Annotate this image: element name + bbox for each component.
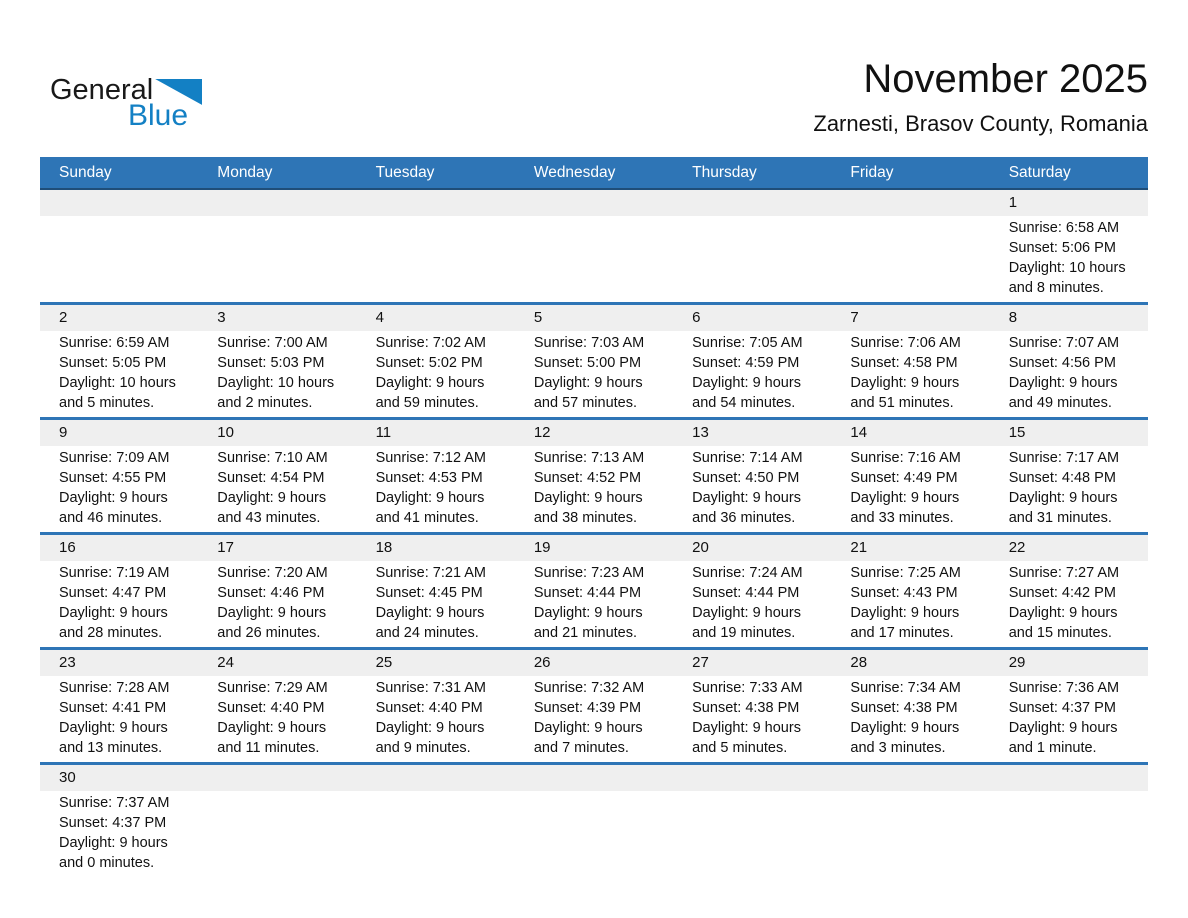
daylight-text: Daylight: 9 hours and 49 minutes. [1008, 375, 1118, 411]
sunrise-text: Sunrise: 7:20 AM [217, 565, 328, 581]
day-number: 23 [59, 654, 76, 671]
sunrise-text: Sunrise: 7:03 AM [533, 335, 645, 351]
daylight-text: Daylight: 9 hours and 36 minutes. [692, 490, 801, 526]
day-number-band [40, 305, 1148, 331]
empty-day-number [673, 190, 831, 216]
sunrise-text: Sunrise: 7:37 AM [59, 795, 170, 811]
sunset-text: Sunset: 5:03 PM [217, 355, 325, 371]
day-number: 7 [850, 309, 859, 326]
empty-day-cell [673, 791, 831, 877]
sunrise-text: Sunrise: 6:59 AM [59, 335, 170, 351]
day-number: 29 [1008, 654, 1026, 671]
daylight-text: Daylight: 9 hours and 31 minutes. [1008, 490, 1118, 526]
sunrise-text: Sunrise: 7:24 AM [692, 565, 803, 581]
weekday-header-friday: Friday [850, 163, 894, 181]
weekday-header-wednesday: Wednesday [533, 163, 616, 181]
day-number-band [40, 650, 1148, 676]
week-row [40, 420, 1148, 535]
empty-day-number [198, 765, 356, 791]
day-content-band [40, 331, 1148, 417]
empty-day-number [673, 765, 831, 791]
sunset-text: Sunset: 4:47 PM [59, 585, 167, 601]
daylight-text: Daylight: 10 hours and 8 minutes. [1008, 260, 1126, 296]
daylight-text: Daylight: 9 hours and 24 minutes. [375, 605, 485, 641]
sunrise-text: Sunrise: 7:27 AM [1008, 565, 1120, 581]
daylight-text: Daylight: 9 hours and 19 minutes. [692, 605, 801, 641]
empty-day-number [831, 765, 989, 791]
empty-day-cell [198, 791, 356, 877]
empty-day-number [357, 765, 515, 791]
sunrise-text: Sunrise: 7:32 AM [533, 680, 645, 696]
daylight-text: Daylight: 9 hours and 54 minutes. [692, 375, 801, 411]
sunrise-text: Sunrise: 7:05 AM [692, 335, 803, 351]
daylight-text: Daylight: 9 hours and 11 minutes. [217, 720, 327, 756]
day-number: 6 [692, 309, 701, 326]
sunrise-text: Sunrise: 7:34 AM [850, 680, 961, 696]
day-cell [990, 446, 1148, 532]
day-cell [515, 446, 673, 532]
weekday-header-tuesday: Tuesday [375, 163, 435, 181]
sunset-text: Sunset: 4:59 PM [692, 355, 800, 371]
sunrise-text: Sunrise: 7:02 AM [375, 335, 486, 351]
day-number: 10 [217, 424, 234, 441]
sunset-text: Sunset: 4:39 PM [533, 700, 642, 716]
week-row [40, 535, 1148, 650]
empty-day-cell [357, 216, 515, 302]
weekday-header-row [40, 157, 1148, 190]
week-row [40, 190, 1148, 305]
day-number: 19 [533, 539, 551, 556]
weekday-header-monday: Monday [217, 163, 273, 181]
day-cell [357, 561, 515, 647]
logo-text-general: General [50, 74, 154, 106]
day-number: 1 [1008, 194, 1018, 211]
daylight-text: Daylight: 10 hours and 5 minutes. [59, 375, 176, 411]
empty-day-cell [357, 791, 515, 877]
day-cell [831, 676, 989, 762]
sunset-text: Sunset: 4:40 PM [217, 700, 325, 716]
day-cell [515, 331, 673, 417]
day-cell [40, 331, 198, 417]
day-number: 12 [533, 424, 551, 441]
day-number: 5 [533, 309, 543, 326]
empty-day-cell [990, 791, 1148, 877]
calendar-table [40, 157, 1148, 877]
day-number: 28 [850, 654, 868, 671]
daylight-text: Daylight: 9 hours and 28 minutes. [59, 605, 168, 641]
day-cell [357, 676, 515, 762]
sunset-text: Sunset: 4:53 PM [375, 470, 483, 486]
daylight-text: Daylight: 9 hours and 15 minutes. [1008, 605, 1118, 641]
empty-day-cell [40, 216, 198, 302]
day-number-band [40, 765, 1148, 791]
day-number: 25 [375, 654, 393, 671]
empty-day-number [990, 765, 1148, 791]
day-number-band [40, 535, 1148, 561]
weekday-header-saturday: Saturday [1008, 163, 1071, 181]
sunrise-text: Sunrise: 6:58 AM [1008, 220, 1120, 236]
day-content-band [40, 561, 1148, 647]
empty-day-number [515, 765, 673, 791]
sunrise-text: Sunrise: 7:33 AM [692, 680, 803, 696]
day-number: 30 [59, 769, 76, 786]
sunrise-text: Sunrise: 7:06 AM [850, 335, 961, 351]
sunrise-text: Sunrise: 7:13 AM [533, 450, 645, 466]
day-cell [831, 331, 989, 417]
sunset-text: Sunset: 4:54 PM [217, 470, 325, 486]
sunset-text: Sunset: 4:49 PM [850, 470, 958, 486]
weekday-header-thursday: Thursday [692, 163, 757, 181]
day-number: 13 [692, 424, 709, 441]
sunset-text: Sunset: 4:58 PM [850, 355, 958, 371]
sunrise-text: Sunrise: 7:09 AM [59, 450, 170, 466]
day-number: 22 [1008, 539, 1026, 556]
day-cell [831, 561, 989, 647]
sunset-text: Sunset: 4:48 PM [1008, 470, 1116, 486]
empty-day-number [357, 190, 515, 216]
sunset-text: Sunset: 4:50 PM [692, 470, 800, 486]
daylight-text: Daylight: 9 hours and 17 minutes. [850, 605, 960, 641]
sunset-text: Sunset: 4:37 PM [1008, 700, 1116, 716]
daylight-text: Daylight: 9 hours and 21 minutes. [533, 605, 643, 641]
daylight-text: Daylight: 10 hours and 2 minutes. [217, 375, 335, 411]
day-number: 8 [1008, 309, 1018, 326]
day-number: 17 [217, 539, 234, 556]
page-subtitle: Zarnesti, Brasov County, Romania [813, 111, 1148, 136]
empty-day-cell [515, 791, 673, 877]
general-blue-logo [50, 76, 202, 131]
day-content-band [40, 216, 1148, 302]
sunrise-text: Sunrise: 7:36 AM [1008, 680, 1120, 696]
day-cell [198, 676, 356, 762]
sunrise-text: Sunrise: 7:14 AM [692, 450, 803, 466]
day-cell [357, 331, 515, 417]
day-cell [357, 446, 515, 532]
daylight-text: Daylight: 9 hours and 38 minutes. [533, 490, 643, 526]
empty-day-cell [198, 216, 356, 302]
daylight-text: Daylight: 9 hours and 57 minutes. [533, 375, 643, 411]
day-number: 2 [59, 309, 68, 326]
sunset-text: Sunset: 4:38 PM [850, 700, 958, 716]
daylight-text: Daylight: 9 hours and 1 minute. [1008, 720, 1118, 756]
day-number: 9 [59, 424, 68, 441]
day-cell [673, 446, 831, 532]
sunset-text: Sunset: 4:40 PM [375, 700, 483, 716]
sunrise-text: Sunrise: 7:12 AM [375, 450, 486, 466]
day-cell [990, 331, 1148, 417]
page-header [40, 40, 1148, 157]
sunrise-text: Sunrise: 7:17 AM [1008, 450, 1120, 466]
weekday-header-sunday: Sunday [59, 163, 112, 181]
sunset-text: Sunset: 5:02 PM [375, 355, 483, 371]
daylight-text: Daylight: 9 hours and 5 minutes. [692, 720, 801, 756]
sunset-text: Sunset: 4:42 PM [1008, 585, 1116, 601]
sunrise-text: Sunrise: 7:10 AM [217, 450, 328, 466]
day-number-band [40, 190, 1148, 216]
sunset-text: Sunset: 4:55 PM [59, 470, 167, 486]
day-number: 20 [692, 539, 709, 556]
day-number: 11 [375, 424, 392, 441]
day-cell [990, 561, 1148, 647]
day-number: 27 [692, 654, 709, 671]
sunrise-text: Sunrise: 7:16 AM [850, 450, 961, 466]
day-number: 26 [533, 654, 551, 671]
sunset-text: Sunset: 5:05 PM [59, 355, 167, 371]
day-cell [673, 331, 831, 417]
sunset-text: Sunset: 4:52 PM [533, 470, 642, 486]
day-number: 4 [375, 309, 384, 326]
empty-day-cell [673, 216, 831, 302]
calendar-grid [40, 190, 1148, 877]
sunset-text: Sunset: 4:56 PM [1008, 355, 1116, 371]
sunset-text: Sunset: 4:43 PM [850, 585, 958, 601]
sunset-text: Sunset: 4:44 PM [692, 585, 800, 601]
empty-day-number [40, 190, 198, 216]
day-cell [40, 791, 198, 877]
sunrise-text: Sunrise: 7:07 AM [1008, 335, 1120, 351]
day-number-band [40, 420, 1148, 446]
daylight-text: Daylight: 9 hours and 41 minutes. [375, 490, 485, 526]
week-row [40, 765, 1148, 877]
day-cell [990, 676, 1148, 762]
daylight-text: Daylight: 9 hours and 46 minutes. [59, 490, 168, 526]
day-number: 14 [850, 424, 868, 441]
empty-day-cell [515, 216, 673, 302]
sunrise-text: Sunrise: 7:19 AM [59, 565, 170, 581]
day-number: 16 [59, 539, 76, 556]
daylight-text: Daylight: 9 hours and 51 minutes. [850, 375, 960, 411]
day-cell [198, 446, 356, 532]
daylight-text: Daylight: 9 hours and 43 minutes. [217, 490, 327, 526]
week-row [40, 650, 1148, 765]
sunset-text: Sunset: 4:38 PM [692, 700, 800, 716]
day-cell [515, 676, 673, 762]
day-content-band [40, 446, 1148, 532]
sunset-text: Sunset: 5:00 PM [533, 355, 642, 371]
sunset-text: Sunset: 5:06 PM [1008, 240, 1116, 256]
day-cell [40, 676, 198, 762]
empty-day-number [515, 190, 673, 216]
day-cell [40, 561, 198, 647]
day-number: 21 [850, 539, 868, 556]
sunrise-text: Sunrise: 7:21 AM [375, 565, 486, 581]
day-number: 3 [217, 309, 226, 326]
sunrise-text: Sunrise: 7:31 AM [375, 680, 486, 696]
empty-day-number [831, 190, 989, 216]
day-cell [515, 561, 673, 647]
daylight-text: Daylight: 9 hours and 59 minutes. [375, 375, 485, 411]
day-cell [831, 446, 989, 532]
sunset-text: Sunset: 4:41 PM [59, 700, 167, 716]
daylight-text: Daylight: 9 hours and 9 minutes. [375, 720, 485, 756]
day-cell [40, 446, 198, 532]
day-number: 24 [217, 654, 234, 671]
logo-text-blue: Blue [128, 99, 189, 132]
sunrise-text: Sunrise: 7:23 AM [533, 565, 645, 581]
daylight-text: Daylight: 9 hours and 7 minutes. [533, 720, 643, 756]
day-cell [673, 561, 831, 647]
page-title: November 2025 [863, 57, 1148, 101]
sunset-text: Sunset: 4:45 PM [375, 585, 483, 601]
day-cell [198, 331, 356, 417]
sunrise-text: Sunrise: 7:00 AM [217, 335, 328, 351]
empty-day-number [198, 190, 356, 216]
daylight-text: Daylight: 9 hours and 26 minutes. [217, 605, 327, 641]
empty-day-cell [831, 216, 989, 302]
day-number: 18 [375, 539, 393, 556]
day-content-band [40, 791, 1148, 877]
week-row [40, 305, 1148, 420]
daylight-text: Daylight: 9 hours and 33 minutes. [850, 490, 960, 526]
day-number: 15 [1008, 424, 1026, 441]
sunrise-text: Sunrise: 7:29 AM [217, 680, 328, 696]
sunrise-text: Sunrise: 7:28 AM [59, 680, 170, 696]
sunset-text: Sunset: 4:44 PM [533, 585, 642, 601]
sunrise-text: Sunrise: 7:25 AM [850, 565, 961, 581]
empty-day-cell [831, 791, 989, 877]
day-cell [673, 676, 831, 762]
daylight-text: Daylight: 9 hours and 3 minutes. [850, 720, 960, 756]
day-cell [198, 561, 356, 647]
day-cell [990, 216, 1148, 302]
sunset-text: Sunset: 4:46 PM [217, 585, 325, 601]
title-block [813, 55, 1148, 137]
sunset-text: Sunset: 4:37 PM [59, 815, 167, 831]
daylight-text: Daylight: 9 hours and 0 minutes. [59, 835, 168, 871]
daylight-text: Daylight: 9 hours and 13 minutes. [59, 720, 168, 756]
day-content-band [40, 676, 1148, 762]
